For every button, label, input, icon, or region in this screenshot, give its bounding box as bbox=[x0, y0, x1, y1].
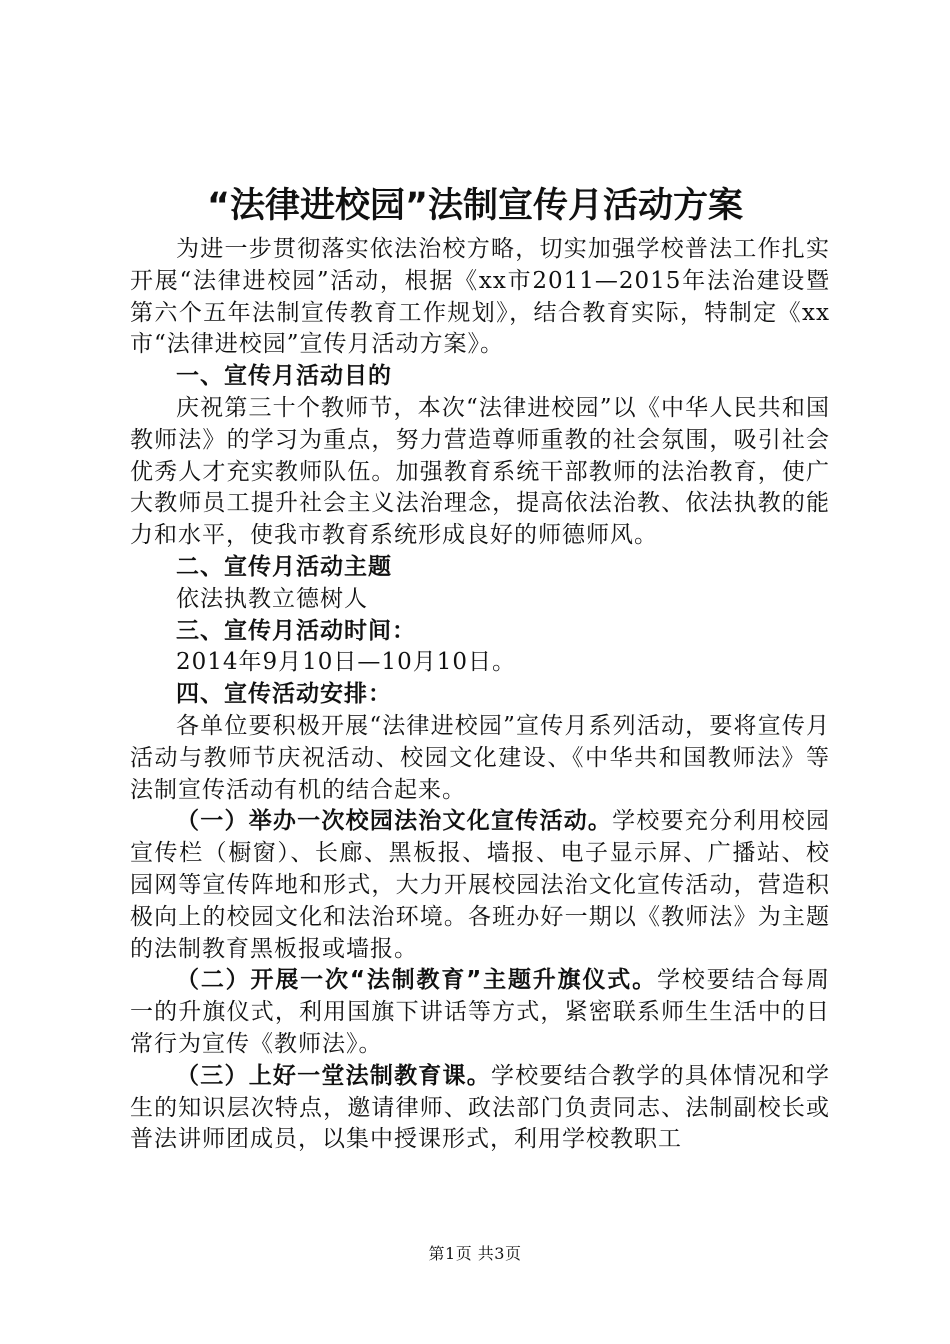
activity-paragraph-1 bbox=[130, 806, 830, 965]
document-title: “法律进校园”法制宣传月活动方案 bbox=[206, 186, 743, 226]
section-heading-time: 三、宣传月活动时间： bbox=[176, 617, 416, 644]
section-text-arrangement: 各单位要积极开展“法律进校园”宣传月系列活动，要将宣传月活动与教师节庆祝活动、校园文化建设、《中华共和国教师法》等法制宣传活动有机的结合起来。 bbox=[130, 712, 830, 803]
intro-paragraph: 为进一步贯彻落实依法治校方略，切实加强学校普法工作扎实开展“法律进校园”活动，根据《xx市2011—2015年法治建设暨第六个五年法制宣传教育工作规划》，结合教育实际，特制定《xx市“法律进校园”宣传月活动方案》。 bbox=[130, 236, 830, 358]
page-number-footer: 第1页 共3页 bbox=[428, 1244, 522, 1263]
activity-lead-2: （二）开展一次“法制教育”主题升旗仪式。 bbox=[176, 967, 657, 994]
section-heading-arrangement: 四、宣传活动安排： bbox=[176, 681, 392, 708]
section-text-purpose: 庆祝第三十个教师节，本次“法律进校园”以《中华人民共和国教师法》的学习为重点，努力营造尊师重教的社会氛围，吸引社会优秀人才充实教师队伍。加强教育系统干部教师的法治教育，使广大教师员工提升社会主义法治理念，提高依法治教、依法执教的能力和水平，使我市教育系统形成良好的师德师风。 bbox=[130, 394, 830, 549]
activity-lead-3: （三）上好一堂法制教育课。 bbox=[176, 1062, 491, 1089]
activity-lead-1: （一）举办一次校园法治文化宣传活动。 bbox=[176, 808, 613, 835]
document-body bbox=[130, 234, 830, 1156]
activity-paragraph-3 bbox=[130, 1061, 830, 1156]
section-text-theme: 依法执教立德树人 bbox=[176, 585, 368, 612]
activity-text-1: 学校要充分利用校园宣传栏（橱窗）、长廊、黑板报、墙报、电子显示屏、广播站、校园网等宣传阵地和形式，大力开展校园法治文化宣传活动，营造积极向上的校园文化和法治环境。各班办好一期以《教师法》为主题的法制教育黑板报或墙报。 bbox=[130, 808, 831, 962]
section-text-time: 2014年9月10日—10月10日。 bbox=[176, 649, 516, 676]
section-heading-purpose: 一、宣传月活动目的 bbox=[176, 363, 392, 390]
section-heading-theme: 二、宣传月活动主题 bbox=[176, 553, 392, 580]
activity-text-3: 学校要结合教学的具体情况和学生的知识层次特点，邀请律师、政法部门负责同志、法制副校长或普法讲师团成员，以集中授课形式，利用学校教职工 bbox=[130, 1062, 831, 1153]
activity-paragraph-2 bbox=[130, 965, 830, 1060]
activity-text-2: 学校要结合每周一的升旗仪式，利用国旗下讲话等方式，紧密联系师生生活中的日常行为宣传《教师法》。 bbox=[130, 967, 831, 1057]
